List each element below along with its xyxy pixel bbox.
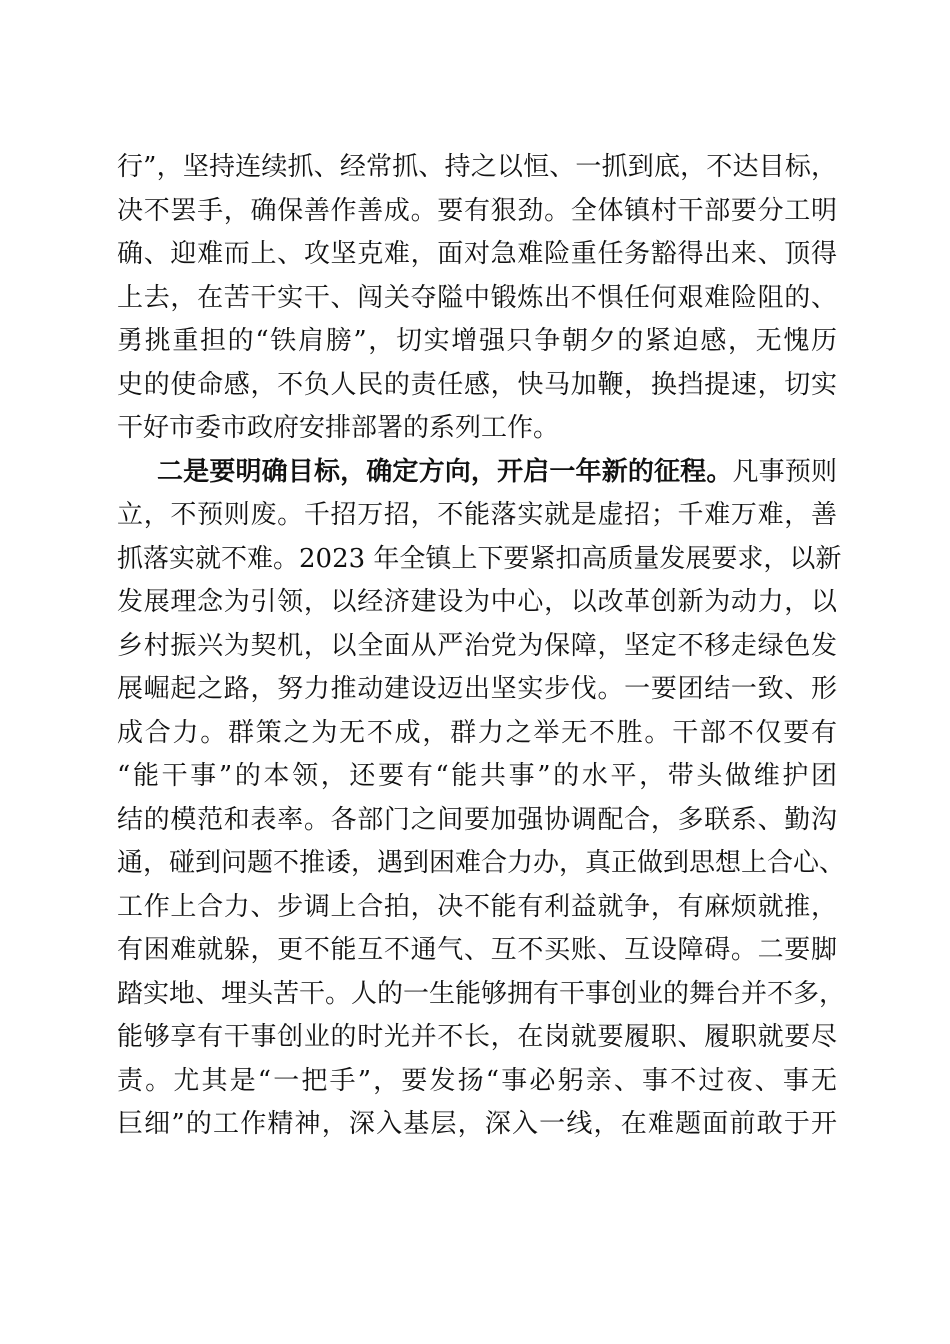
- text-line: 上去，在苦干实干、闯关夺隘中锻炼出不惧任何艰难险阻的、: [117, 282, 837, 313]
- text-line: 责。尤其是“一把手”，要发扬“事必躬亲、事不过夜、事无: [117, 1065, 837, 1096]
- paragraph-heading: 二是要明确目标，确定方向，开启一年新的征程。: [157, 456, 733, 487]
- text-line: 确、迎难而上、攻坚克难，面对急难险重任务豁得出来、顶得: [117, 239, 837, 269]
- text-line: 展崛起之路，努力推动建设迈出坚实步伐。一要团结一致、形: [117, 674, 837, 704]
- text-line: 勇挑重担的“铁肩膀”，切实增强只争朝夕的紧迫感，无愧历: [117, 326, 837, 356]
- text-line: “能干事”的本领，还要有“能共事”的水平，带头做维护团: [117, 761, 837, 791]
- text-line: 成合力。群策之为无不成，群力之举无不胜。干部不仅要有: [117, 717, 837, 748]
- text-line: 抓落实就不难。2023 年全镇上下要紧扣高质量发展要求，以新: [117, 543, 842, 574]
- text-line: 行”，坚持连续抓、经常抓、持之以恒、一抓到底，不达目标，: [117, 152, 837, 182]
- text-line: 工作上合力、步调上合拍，决不能有利益就争，有麻烦就推，: [117, 891, 837, 922]
- paragraph-first-line: [117, 451, 837, 495]
- body-text: [117, 146, 846, 1147]
- text-line: 结的模范和表率。各部门之间要加强协调配合，多联系、勤沟: [117, 804, 837, 835]
- text-line: 立，不预则废。千招万招，不能落实就是虚招；千难万难，善: [117, 500, 837, 530]
- text-line: 史的使命感，不负人民的责任感，快马加鞭，换挡提速，切实: [117, 369, 837, 400]
- text-line: 能够享有干事创业的时光并不长，在岗就要履职、履职就要尽: [117, 1022, 837, 1052]
- text-line: 通，碰到问题不推诿，遇到困难合力办，真正做到思想上合心、: [117, 848, 846, 878]
- text-line: 决不罢手，确保善作善成。要有狠劲。全体镇村干部要分工明: [117, 195, 837, 226]
- text-line: 有困难就躲，更不能互不通气、互不买账、互设障碍。二要脚: [117, 935, 837, 965]
- text-line: 乡村振兴为契机，以全面从严治党为保障，坚定不移走绿色发: [117, 630, 837, 661]
- text-line: 干好市委市政府安排部署的系列工作。: [117, 413, 560, 443]
- text-fragment: 凡事预则: [732, 456, 837, 487]
- text-line: 发展理念为引领，以经济建设为中心，以改革创新为动力，以: [117, 587, 837, 617]
- text-line: 踏实地、埋头苦干。人的一生能够拥有干事创业的舞台并不多，: [117, 978, 846, 1009]
- text-line: 巨细”的工作精神，深入基层，深入一线，在难题面前敢于开: [117, 1109, 837, 1139]
